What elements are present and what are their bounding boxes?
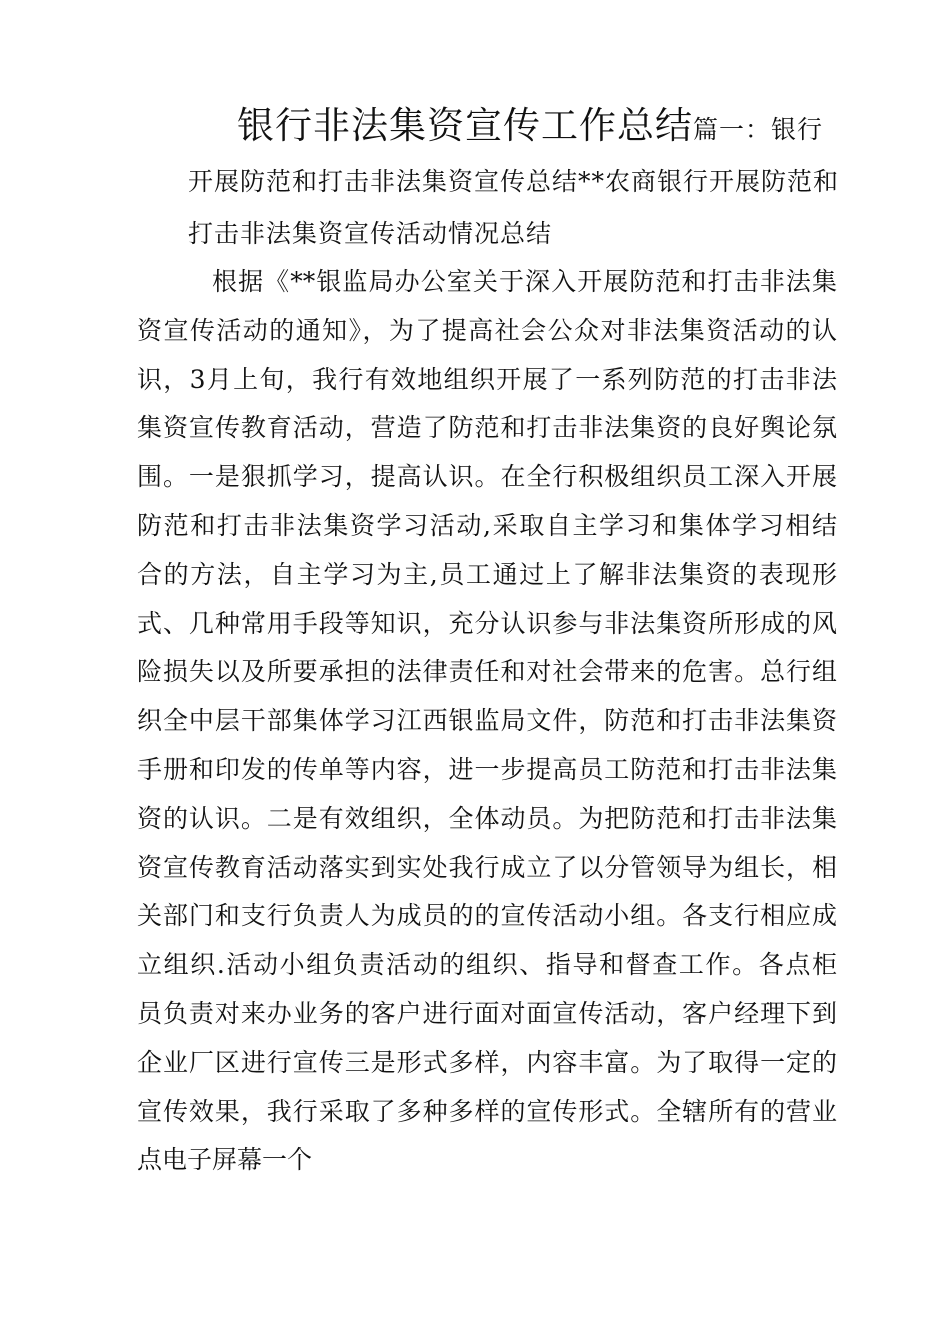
paragraph-line: 资宣传活动的通知》，为了提高社会公众对非法集资活动的认	[137, 315, 837, 345]
paragraph-line: 式、几种常用手段等知识，充分认识参与非法集资所形成的风	[137, 608, 837, 638]
paragraph-line: 集资宣传教育活动，营造了防范和打击非法集资的良好舆论氛	[137, 413, 837, 443]
paragraph-line: 资的认识。二是有效组织，全体动员。为把防范和打击非法集	[137, 803, 837, 833]
paragraph-line: 立组织.活动小组负责活动的组织、指导和督查工作。各点柜	[137, 950, 837, 980]
paragraph-line: 手册和印发的传单等内容，进一步提高员工防范和打击非法集	[137, 754, 837, 784]
heading-continuation	[188, 156, 888, 260]
paragraph-line: 员负责对来办业务的客户进行面对面宣传活动，客户经理下到	[137, 998, 837, 1028]
paragraph-line: 险损失以及所要承担的法律责任和对社会带来的危害。总行组	[137, 657, 837, 687]
heading-line: 打击非法集资宣传活动情况总结	[188, 219, 553, 248]
body-paragraph	[137, 258, 837, 1185]
paragraph-line: 点电子屏幕一个	[137, 1145, 313, 1175]
paragraph-line: 根据《**银监局办公室关于深入开展防范和打击非法集	[212, 267, 837, 296]
paragraph-line: 资宣传教育活动落实到实处我行成立了以分管领导为组长，相	[137, 852, 837, 882]
paragraph-line: 合的方法，自主学习为主,员工通过上了解非法集资的表现形	[137, 559, 837, 589]
paragraph-line: 织全中层干部集体学习江西银监局文件，防范和打击非法集资	[137, 706, 837, 736]
heading-line: 开展防范和打击非法集资宣传总结**农商银行开展防范和	[188, 167, 840, 196]
paragraph-line: 防范和打击非法集资学习活动,采取自主学习和集体学习相结	[137, 510, 837, 540]
paragraph-line: 关部门和支行负责人为成员的的宣传活动小组。各支行相应成	[137, 901, 837, 931]
title-suffix: 篇一：银行	[693, 115, 824, 144]
paragraph-line: 围。一是狠抓学习，提高认识。在全行积极组织员工深入开展	[137, 462, 837, 492]
paragraph-line: 识，3月上旬，我行有效地组织开展了一系列防范的打击非法	[137, 364, 837, 394]
paragraph-line: 宣传效果，我行采取了多种多样的宣传形式。全辖所有的营业	[137, 1096, 837, 1126]
title-main: 银行非法集资宣传工作总结	[237, 104, 693, 147]
document-title	[237, 96, 877, 156]
paragraph-line: 企业厂区进行宣传三是形式多样，内容丰富。为了取得一定的	[137, 1047, 837, 1077]
